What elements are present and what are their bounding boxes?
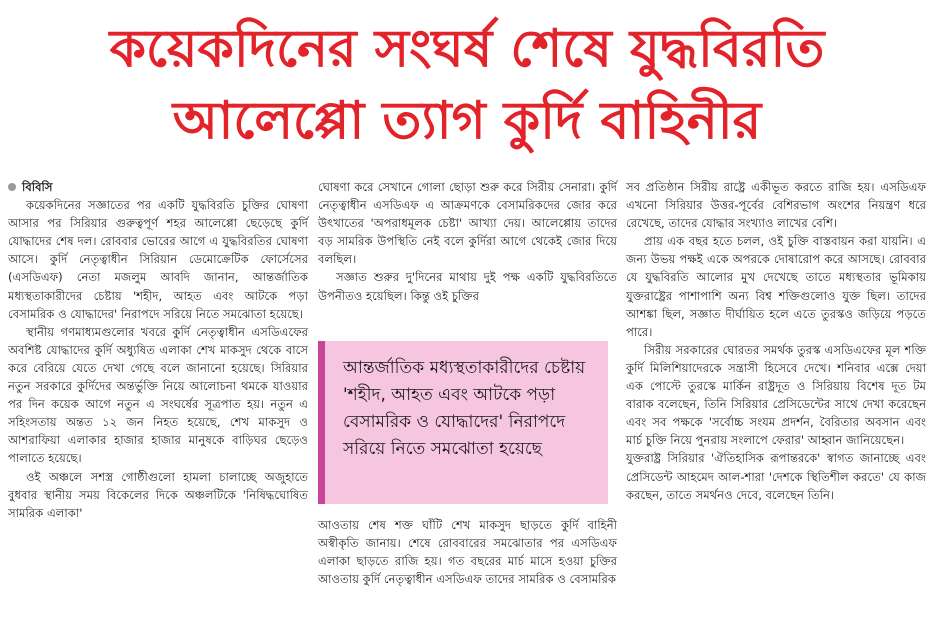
headline-line-1: কয়েকদিনের সংঘর্ষ শেষে যুদ্ধবিরতি xyxy=(109,19,825,79)
byline-source: বিবিসি xyxy=(22,180,53,194)
paragraph: আওতায় শেষ শক্ত ঘাঁটি শেখ মাকসুদ ছাড়তে কুর্দি বাহিনী অস্বীকৃতি জানায়। শেষে রোববারের সমঝোতার পর এসডিএফ এলাকা ছাড়তে রাজি হয়। গত বছরের মার্চ মাসে হওয়া চুক্তির আওতায় কুর্দি নেতৃত্বাধীন এসডিএফ তাদের সামরিক ও বেসামরিক xyxy=(318,518,617,587)
paragraph: ওই অঞ্চলে সশস্ত্র গোষ্ঠীগুলো হামলা চালাচ্ছে অজুহাতে বুধবার স্থানীয় সময় বিকেলের দিকে অঞ্চলটিকে 'নিষিদ্ধঘোষিত সামরিক এলাকা' xyxy=(8,469,308,520)
pull-quote xyxy=(318,341,608,504)
paragraph: প্রায় এক বছর হতে চলল, ওই চুক্তি বাস্তবায়ন করা যায়নি। এ জন্য উভয় পক্ষই একে অপরকে দোষারোপ করে আসছে। রোববার যে যুদ্ধবিরতি আলোর মুখ দেখেছে তাতে মধ্যস্থতার ভূমিকায় যুক্তরাষ্ট্রের পাশাপাশি অন্য বিশ্ব শক্তিগুলোও যুক্ত ছিল। তাদের আশঙ্কা ছিল, সজ্ঞাত দীর্ঘায়িত হলে এতে তুরস্কও জড়িয়ে পড়তে পারে। xyxy=(626,234,926,339)
paragraph: সব প্রতিষ্ঠান সিরীয় রাষ্ট্রে একীভূত করতে রাজি হয়। এসডিএফ এখনো সিরিয়ার উত্তর-পূর্বের বেশিরভাগ অংশের নিয়ন্ত্রণ ধরে রেখেছে, তাদের যোদ্ধার সংখ্যাও লাখের বেশি। xyxy=(626,180,926,231)
paragraph: সজ্ঞাত শুরুর দু'দিনের মাথায় দুই পক্ষ একটি যুদ্ধবিরতিতে উপনীতও হয়েছিল। কিন্তু ওই চুক্তির xyxy=(318,270,617,303)
paragraph: যুক্তরাষ্ট্র সিরিয়ার 'ঐতিহাসিক রূপান্তরকে' স্বাগত জানাচ্ছে এবং প্রেসিডেন্ট আহমেদ আল-শারা 'দেশকে স্থিতিশীল করতে' যে কাজ করছেন, তাতে সমর্থনও দেবে, বলেছেন তিনি। xyxy=(626,451,926,502)
paragraph: সিরীয় সরকারের ঘোরতর সমর্থক তুরস্ক এসডিএফের মূল শক্তি কুর্দি মিলিশিয়াদেরকে সন্ত্রাসী হিসেবে দেখে। শনিবার এক্সে দেয়া এক পোস্টে তুরস্কে মার্কিন রাষ্ট্রদূত ও সিরিয়ায় বিশেষ দূত টম বারাক বলেছেন, তিনি সিরিয়ার প্রেসিডেন্টের সাথে দেখা করেছেন এবং সব পক্ষকে 'সর্বোচ্চ সংযম প্রদর্শন, বৈরিতার অবসান এবং মার্চ চুক্তি নিয়ে পুনরায় সংলাপে ফেরার' আহ্বান জানিয়েছেন। xyxy=(626,342,926,448)
paragraph: ঘোষণা করে সেখানে গোলা ছোড়া শুরু করে সিরীয় সেনারা। কুর্দি নেতৃত্বাধীন এসডিএফ এ আক্রমণকে বেসামরিকদের জোর করে উৎখাতের 'অপরাধমূলক চেষ্টা' আখ্যা দেয়। আলেপ্পোয় তাদের বড় সামরিক উপস্থিতি নেই বলে কুর্দিরা আগে থেকেই জোর দিয়ে বলছিল। xyxy=(318,180,617,267)
headline-line-2: আলেপ্পো ত্যাগ কুর্দি বাহিনীর xyxy=(172,91,762,151)
pull-quote-text: আন্তর্জাতিক মধ্যস্থতাকারীদের চেষ্টায় 'শহীদ, আহত এবং আটকে পড়া বেসামরিক ও যোদ্ধাদের' নিরাপদে সরিয়ে নিতে সমঝোতা হয়েছে xyxy=(343,358,586,459)
article-column-2 xyxy=(318,178,617,305)
paragraph: স্থানীয় গণমাধ্যমগুলোর খবরে কুর্দি নেতৃত্বাধীন এসডিএফের অবশিষ্ট যোদ্ধাদের কুর্দি অধ্যুষিত এলাকা শেখ মাকসুদ থেকে বাসে করে বেরিয়ে যেতে দেখা গেছে বলে জানানো হয়েছে। সিরিয়ার নতুন সরকারে কুর্দিদের অন্তর্ভুক্তি নিয়ে আলোচনা থমকে যাওয়ার পর দিন কয়েক আগে নতুন এ সংঘর্ষের সূত্রপাত হয়। নতুন এ সহিংসতায় অন্তত ১২ জন নিহত হয়েছে, শেখ মাকসুদ ও আশরাফিয়া এলাকার হাজার হাজার মানুষকে বাড়িঘর ছেড়েও পালাতে হয়েছে। xyxy=(8,324,308,466)
article-column-2-continued xyxy=(318,516,617,588)
paragraph: কয়েকদিনের সজ্ঞাতের পর একটি যুদ্ধবিরতি চুক্তির ঘোষণা আসার পর সিরিয়ার গুরুত্বপূর্ণ শহর আলেপ্পো ছেড়েছে কুর্দি যোদ্ধাদের শেষ দল। রোববার ভোরের আগে এ যুদ্ধবিরতির ঘোষণা আসে। কুর্দি নেতৃত্বাধীন সিরিয়ান ডেমোক্রেটিক ফোর্সেসের (এসডিএফ) নেতা মজলুম আবদি জানান, আন্তর্জাতিক মধ্যস্থতাকারীদের চেষ্টায় 'শহীদ, আহত এবং আটকে পড়া বেসামরিক ও যোদ্ধাদের' নিরাপদে সরিয়ে নিতে সমঝোতা হয়েছে। xyxy=(8,198,308,321)
article-column-3 xyxy=(626,178,926,504)
bullet-icon xyxy=(8,183,16,191)
byline xyxy=(8,178,308,196)
article-column-1 xyxy=(8,178,308,522)
